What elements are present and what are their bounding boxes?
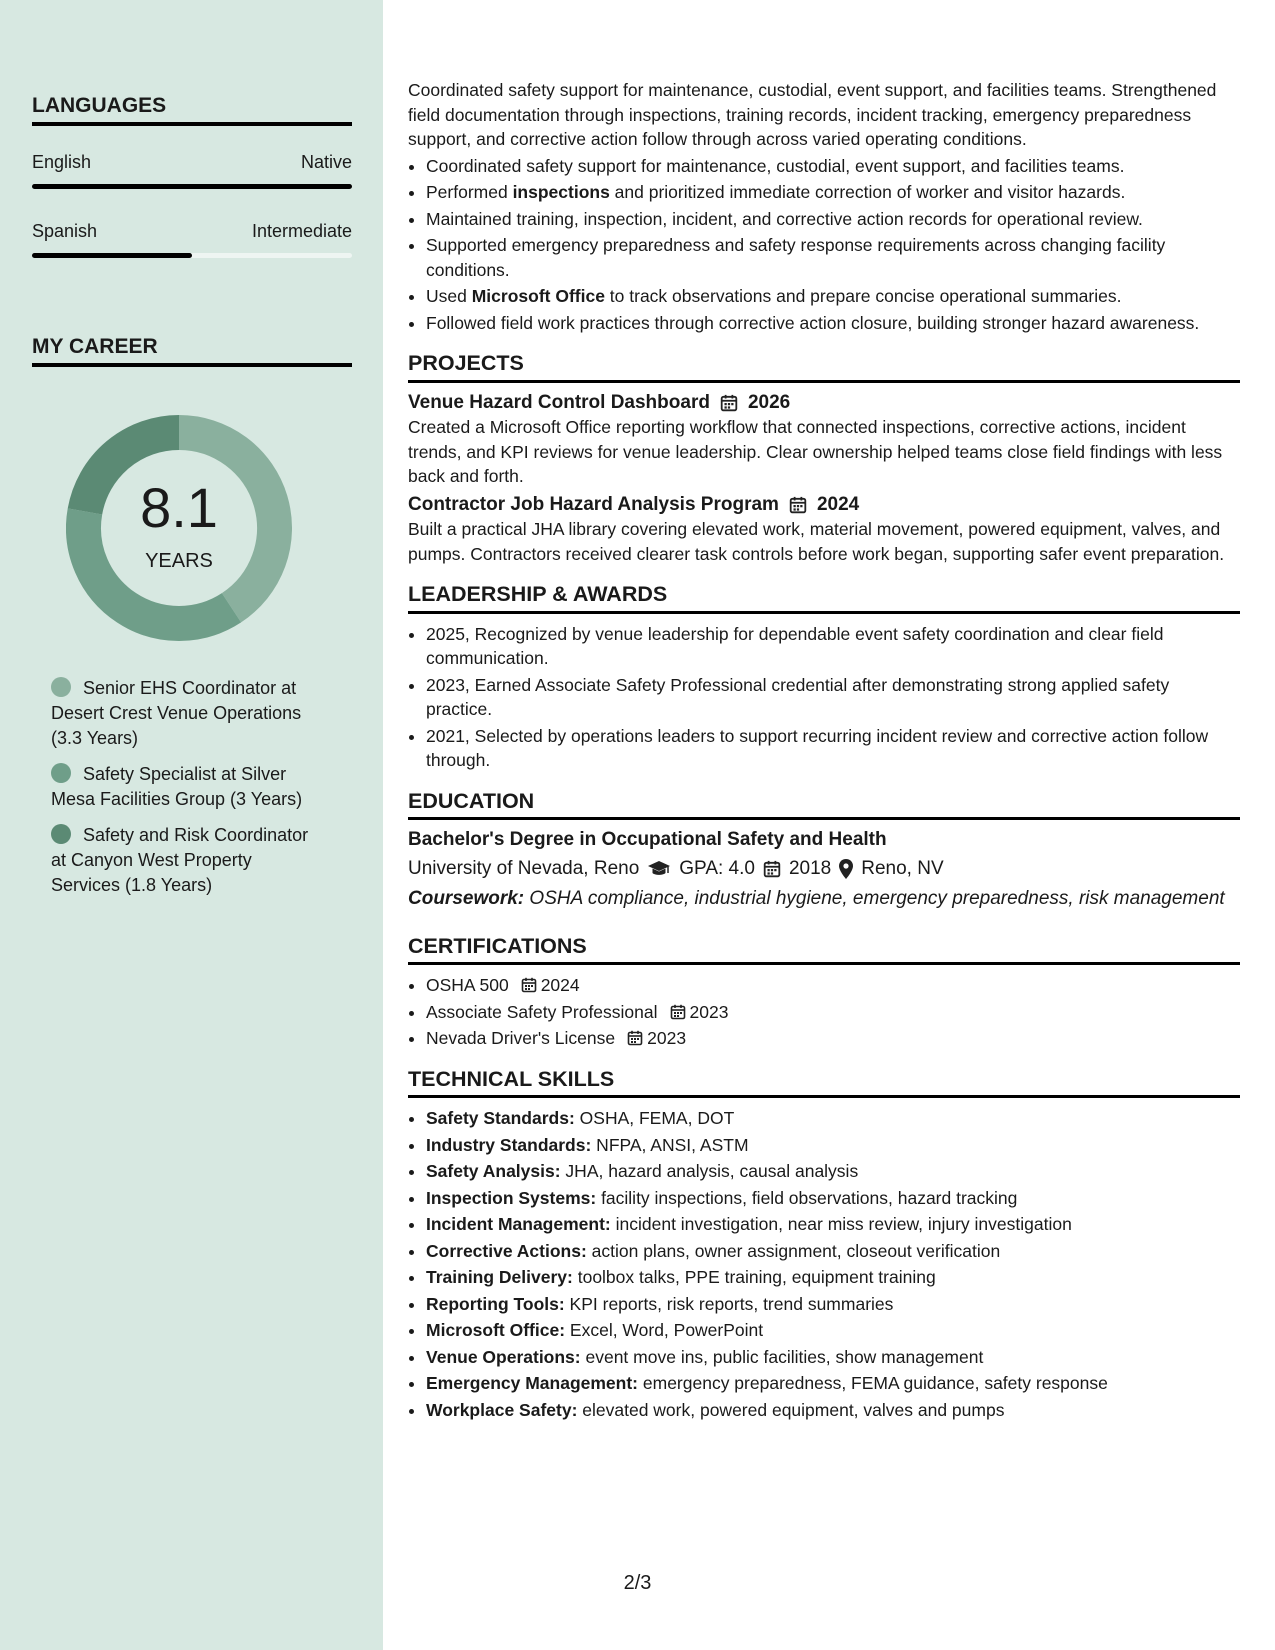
- calendar-icon: [763, 860, 781, 878]
- career-legend-dot: [51, 763, 71, 783]
- skill-item: • Safety Analysis: JHA, hazard analysis, causal analysis: [426, 1159, 1240, 1184]
- certifications-heading: CERTIFICATIONS: [408, 934, 1240, 966]
- project-title: Venue Hazard Control Dashboard: [408, 391, 710, 413]
- language-level: Native: [300, 152, 352, 172]
- career-legend-dot: [51, 677, 71, 697]
- skill-item: • Emergency Management: emergency preparedness, FEMA guidance, safety response: [426, 1371, 1240, 1396]
- project-description: Created a Microsoft Office reporting workflow that connected inspections, corrective actions, incident trends, and KPI reviews for venue leadership. Clear ownership helped teams close field findings with less back and forth.: [408, 417, 1223, 486]
- skills-list: [408, 1106, 1240, 1422]
- experience-bullet: • Followed field work practices through corrective action closure, building stronger hazard awareness.: [426, 311, 1240, 336]
- leadership-item: • 2025, Recognized by venue leadership for dependable event safety coordination and clear field communication.: [426, 622, 1240, 671]
- page-number: 2/3: [623, 1572, 652, 1594]
- project-year: 2026: [747, 391, 791, 413]
- experience-bullets: [408, 154, 1240, 336]
- certification-name: Nevada Driver's License: [426, 1028, 616, 1048]
- language-name: Spanish: [32, 221, 98, 241]
- certifications-list: [408, 973, 1240, 1051]
- experience-summary: Coordinated safety support for maintenance, custodial, event support, and facilities teams. Strengthened field documentation through inspections, training records, incident tracking, emergency preparedness support, and corrective action follow through across varied operating conditions.: [408, 80, 1217, 149]
- certification-name: OSHA 500: [426, 975, 509, 995]
- project-year: 2024: [816, 493, 860, 515]
- language-level: Intermediate: [251, 221, 352, 241]
- career-donut-chart: [66, 415, 292, 641]
- skill-item: • Inspection Systems: facility inspections, field observations, hazard tracking: [426, 1186, 1240, 1211]
- project-title: Contractor Job Hazard Analysis Program: [408, 493, 779, 515]
- skill-item: • Incident Management: incident investigation, near miss review, injury investigation: [426, 1212, 1240, 1237]
- language-english: [32, 152, 352, 173]
- calendar-icon: [627, 1030, 643, 1046]
- projects-heading: PROJECTS: [408, 351, 1240, 383]
- main-content: [408, 78, 1240, 1424]
- project-description: Built a practical JHA library covering elevated work, material movement, powered equipment, valves, and pumps. Contractors received clearer task controls before work began, supporting safer event preparation.: [408, 519, 1225, 564]
- languages-heading: LANGUAGES: [32, 94, 352, 126]
- language-bar-fill: [32, 184, 352, 189]
- language-name: English: [32, 152, 92, 172]
- career-item: [51, 762, 321, 812]
- project-title-row: [408, 391, 1240, 416]
- project-title-row: [408, 493, 1240, 518]
- calendar-icon: [521, 977, 537, 993]
- certification-item: [426, 973, 1240, 998]
- experience-bullet: • Performed inspections and prioritized immediate correction of worker and visitor hazards.: [426, 180, 1240, 205]
- certification-item: [426, 1026, 1240, 1051]
- career-total-years: 8.1: [140, 476, 218, 539]
- career-item: [51, 676, 321, 751]
- experience-bullet: • Maintained training, inspection, incident, and corrective action records for operational review.: [426, 207, 1240, 232]
- language-spanish: [32, 221, 352, 242]
- location-pin-icon: [839, 859, 853, 879]
- graduation-year: 2018: [788, 857, 832, 879]
- skills-heading: TECHNICAL SKILLS: [408, 1067, 1240, 1099]
- experience-bullet: • Supported emergency preparedness and safety response requirements across changing facility conditions.: [426, 233, 1240, 282]
- coursework: [408, 887, 1240, 912]
- calendar-icon: [670, 1004, 686, 1020]
- certification-year: 2023: [647, 1028, 687, 1048]
- experience-bullet: • Used Microsoft Office to track observations and prepare concise operational summaries.: [426, 284, 1240, 309]
- career-legend-dot: [51, 824, 71, 844]
- skill-item: • Microsoft Office: Excel, Word, PowerPoint: [426, 1318, 1240, 1343]
- language-bar-spanish: [32, 253, 352, 258]
- skill-item: • Venue Operations: event move ins, public facilities, show management: [426, 1345, 1240, 1370]
- school-location: Reno, NV: [861, 857, 944, 879]
- language-bar-fill: [32, 253, 192, 258]
- skill-item: • Safety Standards: OSHA, FEMA, DOT: [426, 1106, 1240, 1131]
- career-item: [51, 823, 321, 898]
- skill-item: • Training Delivery: toolbox talks, PPE training, equipment training: [426, 1265, 1240, 1290]
- certification-item: [426, 1000, 1240, 1025]
- skill-item: • Industry Standards: NFPA, ANSI, ASTM: [426, 1133, 1240, 1158]
- school-name: University of Nevada, Reno: [408, 857, 640, 879]
- degree-title: Bachelor's Degree in Occupational Safety and Health: [408, 829, 887, 850]
- leadership-item: • 2021, Selected by operations leaders to support recurring incident review and corrective action follow through.: [426, 724, 1240, 773]
- career-years-unit: YEARS: [145, 550, 213, 572]
- sidebar: [0, 0, 383, 1650]
- career-heading: MY CAREER: [32, 335, 352, 367]
- skill-item: • Corrective Actions: action plans, owner assignment, closeout verification: [426, 1239, 1240, 1264]
- leadership-item: • 2023, Earned Associate Safety Professional credential after demonstrating strong applied safety practice.: [426, 673, 1240, 722]
- experience-bullet: • Coordinated safety support for maintenance, custodial, event support, and facilities teams.: [426, 154, 1240, 179]
- education-heading: EDUCATION: [408, 789, 1240, 821]
- education-details: [408, 857, 1240, 882]
- language-bar-english: [32, 184, 352, 189]
- certification-name: Associate Safety Professional: [426, 1001, 658, 1022]
- coursework-label: Coursework:: [408, 888, 525, 909]
- gpa: GPA: 4.0: [679, 857, 755, 879]
- coursework-list: OSHA compliance, industrial hygiene, emergency preparedness, risk management: [524, 888, 1225, 909]
- graduation-cap-icon: [647, 860, 671, 878]
- certification-year: 2024: [540, 975, 580, 995]
- leadership-heading: LEADERSHIP & AWARDS: [408, 582, 1240, 614]
- career-item-text: Safety Specialist at Silver Mesa Facilities Group (3 Years): [51, 764, 303, 809]
- skill-item: • Reporting Tools: KPI reports, risk reports, trend summaries: [426, 1292, 1240, 1317]
- skill-item: • Workplace Safety: elevated work, powered equipment, valves and pumps: [426, 1398, 1240, 1423]
- certification-year: 2023: [689, 1001, 729, 1022]
- calendar-icon: [720, 394, 738, 412]
- calendar-icon: [789, 496, 807, 514]
- career-item-text: Senior EHS Coordinator at Desert Crest Venue Operations (3.3 Years): [51, 678, 302, 748]
- career-item-text: Safety and Risk Coordinator at Canyon West Property Services (1.8 Years): [51, 825, 309, 895]
- leadership-list: [408, 622, 1240, 773]
